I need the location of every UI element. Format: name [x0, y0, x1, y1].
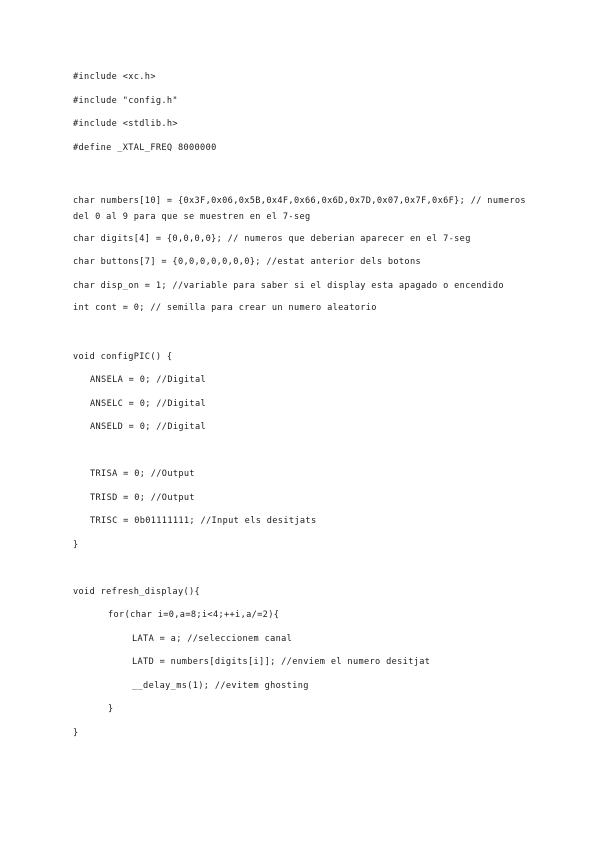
cont-declaration: int cont = 0; // semilla para crear un numero aleatorio — [73, 302, 377, 313]
trisa-line: TRISA = 0; //Output — [90, 469, 195, 479]
blank-line — [73, 443, 543, 467]
for-loop-line: for(char i=0,a=8;i<4;++i,a/=2){ — [108, 610, 280, 620]
blank-line — [73, 323, 543, 347]
digits-array-declaration: char digits[4] = {0,0,0,0}; // numeros que deberian aparecer en el 7-seg — [73, 233, 471, 244]
blank-line — [73, 163, 543, 187]
trisd-line: TRISD = 0; //Output — [90, 492, 195, 503]
lata-line: LATA = a; //seleccionem canal — [132, 633, 293, 644]
anseld-line: ANSELD = 0; //Digital — [90, 422, 207, 432]
delay-line: __delay_ms(1); //evitem ghosting — [132, 680, 309, 691]
disp-on-declaration: char disp_on = 1; //variable para saber si el display esta apagado o encendido — [73, 280, 504, 291]
ansela-line: ANSELA = 0; //Digital — [90, 375, 207, 385]
buttons-array-declaration: char buttons[7] = {0,0,0,0,0,0,0}; //estat anterior dels botons — [73, 257, 422, 267]
define-xtal-freq: #define _XTAL_FREQ 8000000 — [73, 142, 217, 153]
anselc-line: ANSELC = 0; //Digital — [90, 398, 207, 409]
trisc-line: TRISC = 0b01111111; //Input els desitjats — [90, 516, 317, 526]
blank-line — [73, 560, 543, 584]
latd-line: LATD = numbers[digits[i]]; //enviem el numero desitjat — [132, 657, 431, 667]
include-xc: #include <xc.h> — [73, 72, 156, 82]
refresh-display-close: } — [73, 727, 79, 738]
refresh-display-header: void refresh_display(){ — [73, 586, 201, 597]
include-stdlib: #include <stdlib.h> — [73, 119, 178, 129]
include-config: #include "config.h" — [73, 95, 178, 106]
config-pic-close: } — [73, 539, 79, 550]
config-pic-header: void configPIC() { — [73, 351, 173, 362]
numbers-array-declaration: char numbers[10] = {0x3F,0x06,0x5B,0x4F,0x66,0x6D,0x7D,0x07,0x7F,0x6F}; // numeros del 0 al 9 para que se muestren en el 7-seg — [73, 195, 532, 222]
source-code-listing — [73, 69, 543, 748]
for-loop-close: } — [108, 704, 114, 714]
